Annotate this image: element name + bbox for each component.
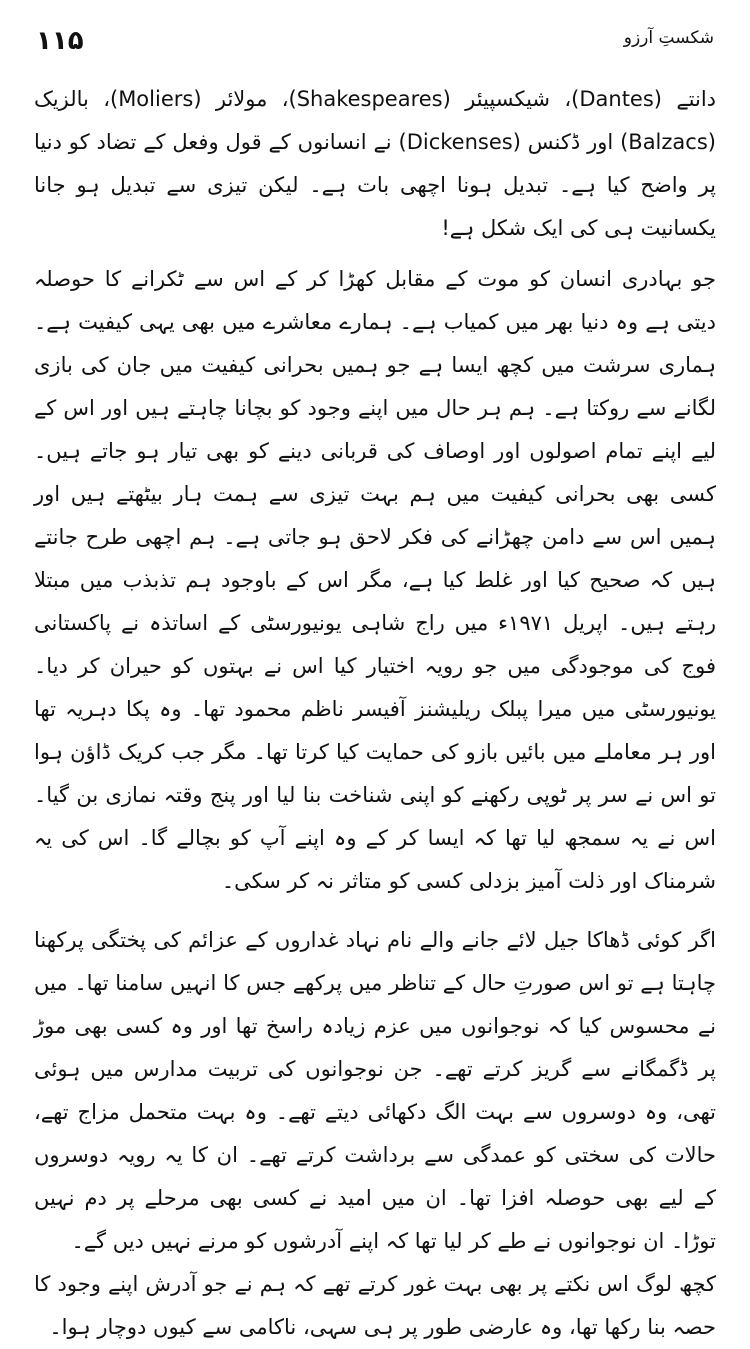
paragraph-2: جو بہادری انسان کو موت کے مقابل کھڑا کر کے اس سے ٹکرانے کا حوصلہ دیتی ہے وہ دنیا بھر میں کمیاب ہے۔ ہمارے معاشرے میں بھی یہی کیفیت ہے۔ ہماری سرشت میں کچھ ایسا ہے جو ہمیں بحرانی کیفیت میں جان کی بازی لگانے سے روکتا ہے۔ ہم ہر حال میں اپنے وجود کو بچانا چاہتے ہیں اور اس کے لیے اپنے تمام اصولوں اور اوصاف کی قربانی دینے کو بھی تیار ہو جاتے ہیں۔ کسی بھی بحرانی کیفیت میں ہم بہت تیزی سے ہمت ہار بیٹھتے ہیں اور ہمیں اس سے دامن چھڑانے کی فکر لاحق ہو جاتی ہے۔ ہم اچھی طرح جانتے ہیں کہ صحیح کیا اور غلط کیا ہے، مگر اس کے باوجود ہم تذبذب میں مبتلا رہتے ہیں۔ اپریل ۱۹۷۱ء میں راج شاہی یونیورسٹی کے اساتذہ نے پاکستانی فوج کی موجودگی میں جو رویہ اختیار کیا اس نے بہتوں کو حیران کر دیا۔ یونیورسٹی میں میرا پبلک ریلیشنز آفیسر ناظم محمود تھا۔ وہ پکا دہریہ تھا اور ہر معاملے میں بائیں بازو کی حمایت کیا کرتا تھا۔ مگر جب کریک ڈاؤن ہوا تو اس نے سر پر ٹوپی رکھنے کو اپنی شناخت بنا لیا اور پنج وقتہ نمازی بن گیا۔ اس نے یہ سمجھ لیا تھا کہ ایسا کر کے وہ اپنے آپ کو بچالے گا۔ اس کی یہ شرمناک اور ذلت آمیز بزدلی کسی کو متاثر نہ کر سکی۔ bbox=[34, 267, 716, 893]
paragraph-1: دانتے (Dantes)، شیکسپیئر (Shakespeares)، مولائر (Moliers)، بالزیک (Balzacs) اور ڈکنس (Dickenses) نے انسانوں کے قول وفعل کے تضاد کو دنیا پر واضح کیا ہے۔ تبدیل ہونا اچھی بات ہے۔ لیکن تیزی سے تبدیل ہو جانا یکسانیت ہی کی ایک شکل ہے! bbox=[34, 87, 717, 240]
body-text bbox=[34, 78, 716, 1349]
paragraph-4: کچھ لوگ اس نکتے پر بھی بہت غور کرتے تھے کہ ہم نے جو آدرش اپنے وجود کا حصہ بنا رکھا تھا، وہ عارضی طور پر ہی سہی، ناکامی سے کیوں دوچار ہوا۔ bbox=[34, 1272, 716, 1339]
running-title: شکستِ آرزو bbox=[623, 28, 714, 48]
paragraph-3: اگر کوئی ڈھاکا جیل لائے جانے والے نام نہاد غداروں کے عزائم کی پختگی پرکھنا چاہتا ہے تو اس صورتِ حال کے تناظر میں پرکھے جس کا انہیں سامنا تھا۔ میں نے محسوس کیا کہ نوجوانوں میں عزم زیادہ راسخ تھا اور وہ کسی بھی موڑ پر ڈگمگانے سے گریز کرتے تھے۔ جن نوجوانوں کی تربیت مدارس میں ہوئی تھی، وہ دوسروں سے بہت الگ دکھائی دیتے تھے۔ وہ بہت متحمل مزاج تھے، حالات کی سختی کو عمدگی سے برداشت کرتے تھے۔ ان کا یہ رویہ دوسروں کے لیے بھی حوصلہ افزا تھا۔ ان میں امید نے کسی بھی مرحلے پر دم نہیں توڑا۔ ان نوجوانوں نے طے کر لیا تھا کہ اپنے آدرشوں کو مرنے نہیں دیں گے۔ bbox=[34, 928, 716, 1253]
page-header bbox=[36, 22, 714, 62]
page-number: ۱۱۵ bbox=[36, 26, 84, 56]
